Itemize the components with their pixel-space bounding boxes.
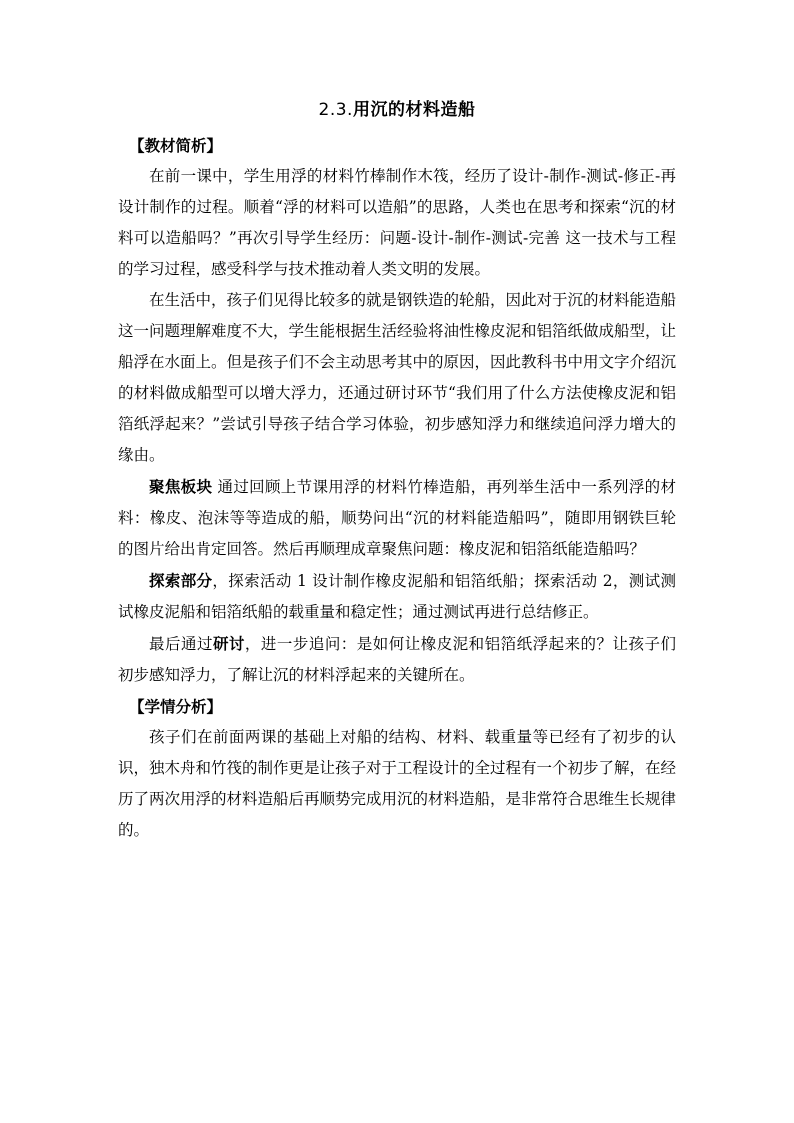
explore-text: ，探索活动 1 设计制作橡皮泥船和铝箔纸船；探索活动 2，测试测试橡皮泥船和铝箔纸船的载重量和稳定性；通过测试再进行总结修正。: [118, 572, 676, 621]
explore-label: 探索部分: [149, 571, 213, 590]
paragraph-previous-lesson: 在前一课中，学生用浮的材料竹棒制作木筏，经历了设计-制作-测试-修正-再设计制作的过程。顺着“浮的材料可以造船”的思路，人类也在思考和探索“沉的材料可以造船吗？”再次引导学生经历：问题-设计-制作-测试-完善 这一技术与工程的学习过程，感受科学与技术推动着人类文明的发展。: [118, 167, 676, 278]
section-heading-student-analysis: 【学情分析】: [129, 697, 223, 716]
focus-text: 通过回顾上节课用浮的材料竹棒造船，再列举生活中一系列浮的材料：橡皮、泡沫等等造成的船，顺势问出“沉的材料能造船吗”，随即用钢铁巨轮的图片给出肯定回答。然后再顺理成章聚焦问题：橡皮泥和铝箔纸能造船吗？: [118, 478, 676, 558]
focus-label: 聚焦板块: [149, 477, 213, 496]
title-text: 用沉的材料造船: [352, 100, 476, 120]
document-title: [0, 96, 794, 124]
document-body: [118, 130, 676, 846]
paragraph-student-analysis: 孩子们在前面两课的基础上对船的结构、材料、载重量等已经有了初步的认识，独木舟和竹筏的制作更是让孩子对于工程设计的全过程有一个初步了解，在经历了两次用浮的材料造船后再顺势完成用沉的材料造船，是非常符合思维生长规律的。: [118, 728, 677, 839]
paragraph-focus: [118, 471, 676, 565]
discuss-prefix: 最后通过: [149, 635, 213, 653]
paragraph-daily-life: 在生活中，孩子们见得比较多的就是钢铁造的轮船，因此对于沉的材料能造船这一问题理解难度不大，学生能根据生活经验将油性橡皮泥和铝箔纸做成船型，让船浮在水面上。但是孩子们不会主动思考其中的原因，因此教科书中用文字介绍沉的材料做成船型可以增大浮力，还通过研讨环节“我们用了什么方法使橡皮泥和铝箔纸浮起来？”尝试引导孩子结合学习体验，初步感知浮力和继续追问浮力增大的缘由。: [118, 291, 677, 464]
discuss-label: 研讨: [212, 634, 245, 653]
paragraph-explore: [118, 565, 676, 628]
paragraph-discuss: [118, 628, 676, 691]
discuss-text: ，进一步追问：是如何让橡皮泥和铝箔纸浮起来的？让孩子们初步感知浮力，了解让沉的材料浮起来的关键所在。: [118, 635, 676, 684]
title-number: 2.3.: [318, 100, 353, 120]
section-heading-textbook-analysis: 【教材简析】: [129, 136, 223, 155]
